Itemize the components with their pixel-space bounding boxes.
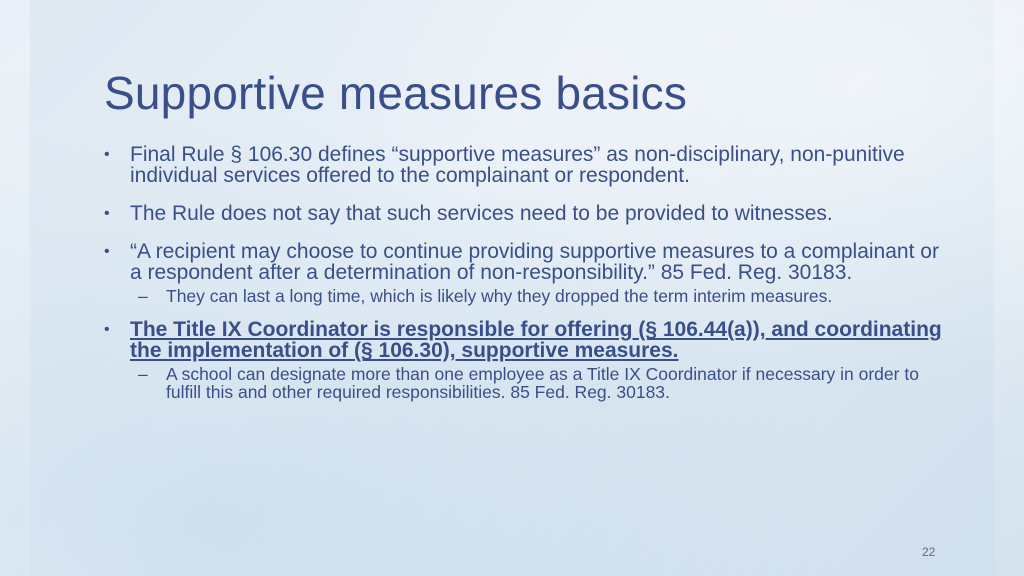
sub-bullet-text: They can last a long time, which is likely why they dropped the term interim measures. [166, 286, 833, 306]
bullet-dot-icon: • [104, 205, 110, 222]
bullet-item-4 [104, 319, 944, 361]
bullet-text: The Title IX Coordinator is responsible for offering (§ 106.44(a)), and coordinating the implementation of (§ 106.30), supportive measures. [130, 318, 942, 362]
sub-bullet-item-3 [130, 287, 944, 305]
bullet-item-2 [104, 203, 944, 224]
slide-title: Supportive measures basics [104, 67, 688, 119]
bullet-text: Final Rule § 106.30 defines “supportive measures” as non-disciplinary, non-punitive individual services offered to the complainant or respondent. [130, 143, 905, 187]
bullet-text: The Rule does not say that such services need to be provided to witnesses. [130, 202, 833, 225]
slide-content [104, 144, 944, 415]
sub-bullet-item-4 [130, 365, 944, 401]
bullet-dot-icon: • [104, 321, 110, 338]
bullet-dot-icon: • [104, 243, 110, 260]
bullet-dot-icon: • [104, 146, 110, 163]
bullet-item-1 [104, 144, 944, 186]
dash-icon: – [138, 364, 148, 384]
page-number: 22 [922, 545, 936, 559]
bullet-item-3 [104, 241, 944, 283]
dash-icon: – [138, 286, 148, 306]
sub-bullet-text: A school can designate more than one employee as a Title IX Coordinator if necessary in order to fulfill this and other required responsibilities. 85 Fed. Reg. 30183. [166, 364, 919, 402]
right-decor-band [994, 0, 1024, 576]
bullet-text: “A recipient may choose to continue providing supportive measures to a complainant or a respondent after a determination of non-responsibility.” 85 Fed. Reg. 30183. [130, 240, 939, 284]
left-decor-band [0, 0, 30, 576]
